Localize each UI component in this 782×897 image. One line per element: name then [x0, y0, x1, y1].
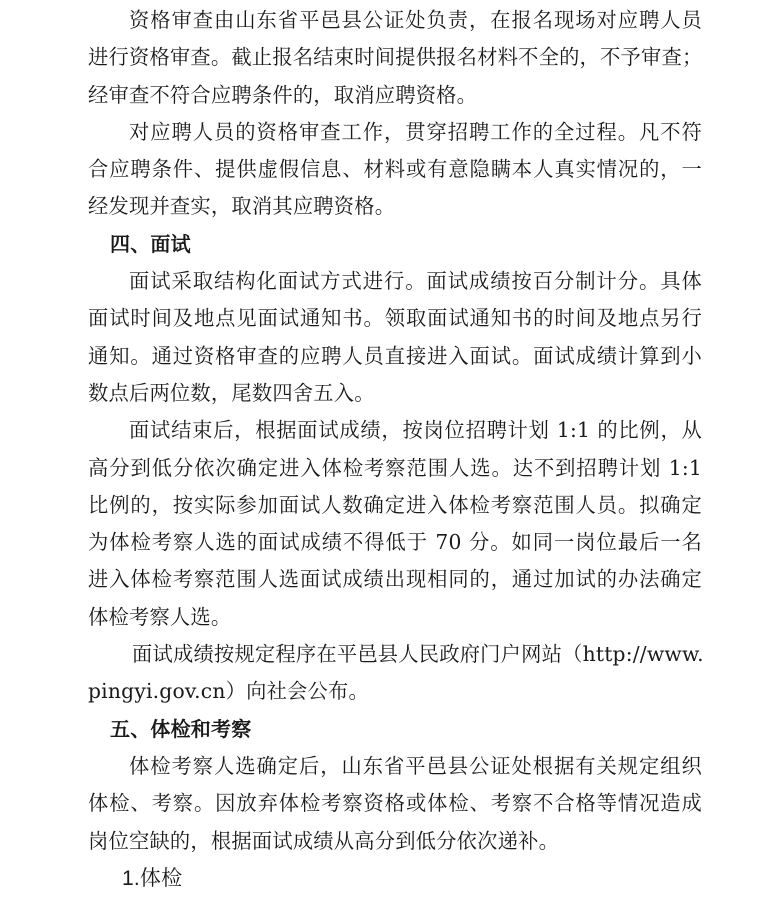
- paragraph-line: 面试时间及地点见面试通知书。领取面试通知书的时间及地点另行: [88, 306, 702, 331]
- paragraph-line: 体检考察人选确定后，山东省平邑县公证处根据有关规定组织: [129, 753, 702, 778]
- paragraph-line: pingyi.gov.cn）向社会公布。: [88, 679, 369, 704]
- section-heading-physical-exam: 五、体检和考察: [110, 716, 252, 741]
- section-heading-interview: 四、面试: [110, 231, 191, 256]
- paragraph-line: 对应聘人员的资格审查工作，贯穿招聘工作的全过程。凡不符: [129, 119, 702, 144]
- paragraph-line: 高分到低分依次确定进入体检考察范围人选。达不到招聘计划 1:1: [88, 455, 702, 480]
- paragraph-line: 比例的，按实际参加面试人数确定进入体检考察范围人员。拟确定: [88, 492, 702, 517]
- paragraph-line: 为体检考察人选的面试成绩不得低于 70 分。如同一岗位最后一名: [88, 530, 702, 555]
- paragraph-line: 数点后两位数，尾数四舍五入。: [88, 380, 375, 405]
- document-page: [88, 2, 702, 897]
- paragraph-line: 通知。通过资格审查的应聘人员直接进入面试。面试成绩计算到小: [88, 343, 702, 368]
- paragraph-line: 体检、考察。因放弃体检考察资格或体检、考察不合格等情况造成: [88, 791, 702, 816]
- paragraph-line: 岗位空缺的，根据面试成绩从高分到低分依次递补。: [88, 828, 560, 853]
- paragraph-line: 经审查不符合应聘条件的，取消应聘资格。: [88, 82, 478, 107]
- paragraph-line: 合应聘条件、提供虚假信息、材料或有意隐瞒本人真实情况的，一: [88, 157, 702, 182]
- paragraph-line: 进行资格审查。截止报名结束时间提供报名材料不全的，不予审查；: [88, 45, 703, 70]
- subsection-heading-physical-exam: 1.体检: [122, 866, 183, 890]
- paragraph-line: 资格审查由山东省平邑县公证处负责，在报名现场对应聘人员: [129, 8, 702, 32]
- paragraph-line: 面试采取结构化面试方式进行。面试成绩按百分制计分。具体: [129, 269, 702, 294]
- paragraph-line: 面试结束后，根据面试成绩，按岗位招聘计划 1:1 的比例，从: [129, 418, 702, 443]
- paragraph-line: 进入体检考察范围人选面试成绩出现相同的，通过加试的办法确定: [88, 567, 702, 592]
- paragraph-line: 体检考察人选。: [88, 604, 232, 629]
- paragraph-line: 面试成绩按规定程序在平邑县人民政府门户网站（http://www.: [132, 642, 704, 667]
- paragraph-line: 经发现并查实，取消其应聘资格。: [88, 194, 396, 219]
